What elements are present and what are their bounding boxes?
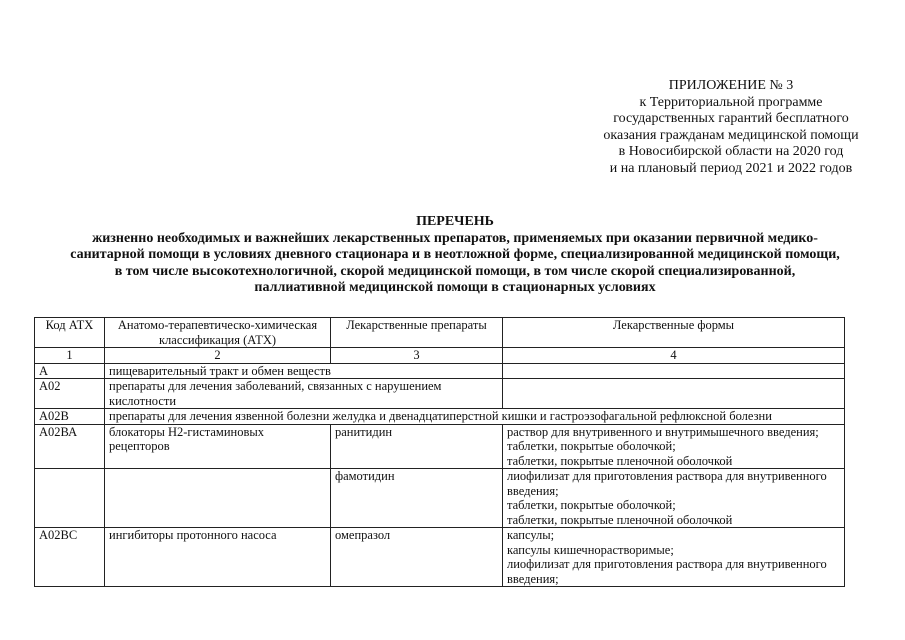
dosage-forms	[503, 379, 845, 409]
column-number: 2	[105, 348, 331, 364]
appendix-line: ПРИЛОЖЕНИЕ № 3	[668, 78, 794, 93]
header-classification: Анатомо-терапевтическо-химическая классификация (АТХ)	[105, 318, 331, 348]
dosage-forms: раствор для внутривенного и внутримышечного введения; таблетки, покрытые оболочкой; таблетки, покрытые пленочной оболочкой	[503, 424, 845, 469]
atc-code	[35, 469, 105, 528]
atc-classification: блокаторы Н2-гистаминовых рецепторов	[105, 424, 331, 469]
atc-classification: препараты для лечения заболеваний, связанных с нарушением кислотности	[105, 379, 503, 409]
column-number-row	[35, 348, 845, 364]
table-row	[35, 379, 845, 409]
dosage-forms: капсулы; капсулы кишечнорастворимые; лиофилизат для приготовления раствора для внутривенного введения;	[503, 528, 845, 587]
drug-name: фамотидин	[331, 469, 503, 528]
heading-line: санитарной помощи в условиях дневного стационара и в неотложной форме, специализированной медицинской помощи,	[70, 247, 840, 262]
appendix-line: и на плановый период 2021 и 2022 годов	[609, 160, 853, 176]
table-row	[35, 424, 845, 469]
column-number: 1	[35, 348, 105, 364]
drug-name: ранитидин	[331, 424, 503, 469]
column-number: 4	[503, 348, 845, 364]
atc-code: А02ВС	[35, 528, 105, 587]
atc-code: А02	[35, 379, 105, 409]
appendix-line: к Территориальной программе	[639, 94, 823, 110]
drug-name: омепразол	[331, 528, 503, 587]
header-code: Код АТХ	[35, 318, 105, 348]
table-row	[35, 469, 845, 528]
atc-classification: препараты для лечения язвенной болезни желудка и двенадцатиперстной кишки и гастроэзофагальной рефлюксной болезни	[105, 409, 845, 425]
table-row	[35, 363, 845, 379]
header-drugs: Лекарственные препараты	[331, 318, 503, 348]
atc-classification: ингибиторы протонного насоса	[105, 528, 331, 587]
atc-code: А	[35, 363, 105, 379]
table-row	[35, 528, 845, 587]
appendix-line: государственных гарантий бесплатного	[613, 111, 849, 126]
heading-line: паллиативной медицинской помощи в стационарных условиях	[254, 280, 656, 295]
header-forms: Лекарственные формы	[503, 318, 845, 348]
dosage-forms	[503, 363, 845, 379]
column-number: 3	[331, 348, 503, 364]
heading-line: жизненно необходимых и важнейших лекарственных препаратов, применяемых при оказании первичной медико-	[92, 230, 818, 246]
document-heading	[40, 214, 870, 297]
document-title: ПЕРЕЧЕНЬ	[416, 214, 494, 229]
atc-code: А02ВА	[35, 424, 105, 469]
appendix-line: оказания гражданам медицинской помощи	[603, 127, 859, 143]
appendix-note	[600, 78, 862, 177]
table-header-row	[35, 318, 845, 348]
table-row	[35, 409, 845, 425]
atc-code: А02В	[35, 409, 105, 425]
atc-classification	[105, 469, 331, 528]
heading-line: в том числе высокотехнологичной, скорой медицинской помощи, в том числе скорой специализированной,	[114, 263, 796, 279]
appendix-line: в Новосибирской области на 2020 год	[618, 144, 844, 159]
drug-list-table	[34, 317, 845, 587]
atc-classification: пищеварительный тракт и обмен веществ	[105, 363, 503, 379]
dosage-forms: лиофилизат для приготовления раствора для внутривенного введения; таблетки, покрытые оболочкой; таблетки, покрытые пленочной оболочкой	[503, 469, 845, 528]
